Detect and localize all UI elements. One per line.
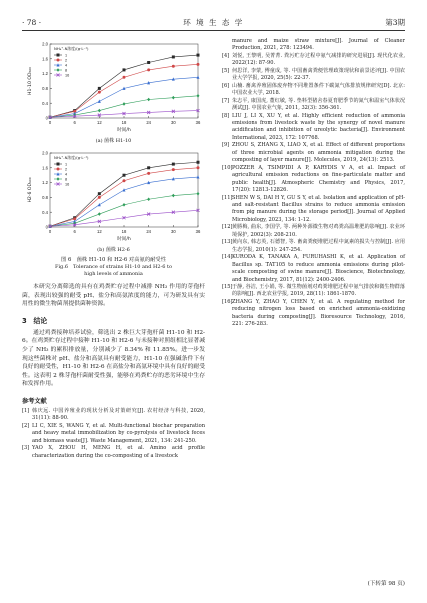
x-tick-label: 12 <box>96 120 102 125</box>
data-point <box>147 172 150 175</box>
legend-entry: 1 <box>65 53 68 58</box>
plot-frame <box>50 44 198 118</box>
reference-number: [4] <box>222 52 230 59</box>
reference-item <box>22 445 205 460</box>
figure-caption-cn: 图 6 菌株 H1-10 和 H2-6 对高氨的耐受性 <box>60 257 167 263</box>
reference-item <box>222 38 405 53</box>
data-point <box>123 179 126 182</box>
data-point <box>98 91 101 94</box>
left-column <box>22 38 205 460</box>
right-column <box>222 38 405 329</box>
reference-item <box>222 83 405 98</box>
reference-number: [13] <box>222 239 233 246</box>
legend-entry: 4 <box>65 63 68 68</box>
data-point <box>98 196 101 199</box>
y-tick-label: 1.2 <box>42 180 48 186</box>
page-number: · 78 · <box>22 18 42 27</box>
reference-number: [11] <box>222 194 233 201</box>
reference-number: [10] <box>222 164 233 171</box>
data-point <box>172 65 175 68</box>
y-axis-label: H2-6 OD₆₀₀ <box>28 177 33 203</box>
issue-number: 第3期 <box>385 18 405 27</box>
data-point <box>57 59 60 62</box>
reference-item <box>22 408 205 423</box>
y-axis-label: H1-10 OD₆₀₀ <box>28 66 33 96</box>
x-tick-label: 6 <box>73 120 76 125</box>
reference-item <box>222 284 405 299</box>
reference-text: 于静, 谷洁, 王小娟, 等. 微生物菌剂对鸡粪堆肥过程中氨气排放和微生物群落的影响[J]. 西北农业学报, 2019, 28(11): 1861-1870. <box>232 283 405 298</box>
chart-b-caption: (b) 菌株 H2-6 <box>97 247 130 253</box>
chart-b-svg <box>22 147 205 245</box>
data-point <box>172 168 175 171</box>
figure-caption-en-1: Fig.6 Tolerance of strains H1-10 and H2-6 to <box>54 264 173 270</box>
series-line <box>50 64 198 117</box>
reference-number: [15] <box>222 283 233 290</box>
reference-item <box>222 142 405 164</box>
data-point <box>123 68 126 71</box>
data-point <box>57 163 60 166</box>
reference-number: [5] <box>222 67 230 74</box>
series-line <box>50 194 198 227</box>
data-point <box>172 96 175 100</box>
legend-entry: 8 <box>65 68 68 73</box>
reference-item <box>222 299 405 329</box>
reference-text: 山楠. 畜禽养殖固体废弃物不同堆置条件下碳氮气体排放规律研究[D]. 北京: 中国农业大学, 2018. <box>232 82 405 97</box>
data-point <box>172 194 175 198</box>
reference-text: KURODA K, TANAKA A, FURUHASHI K, et al. Application of Bacillus sp. TAT105 to reduce ammonia emissions during pilot-scale composting of swine manure[J]. Bioscience, Biotechnology, and Biochemistry, 2017, 81(12): 2400-2406. <box>232 254 405 283</box>
reference-text: 韩庆远. 中国养殖业的现状分析及对策研究[J]. 农村经济与科技, 2020, 31(11): 88-90. <box>32 407 205 422</box>
data-point <box>98 109 101 113</box>
references-right <box>222 38 405 329</box>
reference-item <box>222 239 405 254</box>
reference-text: POZZER A, TSIMPIDI A P, KARYDIS V A, et al. Impact of agricultural emission reductions on fine-particulate matter and public health[J]. Atmospheric Chemistry and Physics, 2017, 17(20): 12813-12826. <box>232 164 405 194</box>
x-tick-label: 6 <box>73 229 76 234</box>
references-title: 参考文献 <box>22 397 47 405</box>
chart-a-caption: (a) 菌株 H1-10 <box>95 138 132 144</box>
data-point <box>57 177 60 181</box>
data-point <box>197 63 200 66</box>
reference-text: 黄勝梅, 曲东, 李国学, 等. 两种外源微生物对鸡粪高温堆肥的影响[J]. 农业环境保护, 2002(3): 208-210. <box>232 224 405 238</box>
x-axis-label: 时间/h <box>117 128 131 133</box>
intro-paragraph: 本研究分离筛选的具有在鸡粪贮存过程中减排 NH₃ 作用的芽孢杆菌，表现出较强的耐受 pH、盐分和高氨浓度的能力，可为研发具有实用性的微生物菌剂提供菌种资源。 <box>22 284 205 308</box>
data-point <box>147 68 150 71</box>
x-tick-label: 12 <box>96 229 102 234</box>
data-point <box>197 161 200 164</box>
data-point <box>57 168 60 171</box>
reference-text: LIU J, LI X, XU Y, et al. Highly efficient reduction of ammonia emissions from livestock waste by the synergy of novel manure acidification and inhibition of ureolytic bacteria[J]. Environment International, 2023, 172: 107768. <box>232 112 405 141</box>
data-point <box>147 98 150 102</box>
y-tick-label: 1.2 <box>42 71 48 77</box>
chart-a-svg <box>22 38 205 136</box>
chart-b <box>22 147 205 253</box>
reference-text: ZHOU S, ZHANG X, LIAO X, et al. Effect of different proportions of three microbial agents on ammonia mitigation during the composting of layer manure[J]. Molecules, 2019, 24(13): 2513. <box>232 142 405 164</box>
reference-item <box>222 98 405 113</box>
reference-number: [12] <box>222 224 233 231</box>
y-tick-label: 1.6 <box>42 56 48 62</box>
series-line <box>50 162 198 226</box>
legend-entry: 1 <box>65 162 68 167</box>
x-tick-label: 36 <box>195 229 201 234</box>
legend-entry: 16 <box>65 182 70 187</box>
reference-item <box>222 195 405 225</box>
reference-number: [1] <box>22 407 30 414</box>
y-tick-label: 0.8 <box>42 86 48 91</box>
data-point <box>197 192 200 196</box>
reference-text: 黄向东, 韩志英, 石德智, 等. 畜禽粪便堆肥过程中氮素的损失与控制[J]. 应用生态学报, 2010(1): 247-254. <box>232 239 405 253</box>
y-tick-label: 0.4 <box>42 100 48 106</box>
reference-text: manure and maize straw mixture[J]. Journal of Cleaner Production, 2021, 278: 123494. <box>232 38 405 52</box>
reference-number: [8] <box>222 112 230 119</box>
reference-text: ZHANG Y, ZHAO Y, CHEN Y, et al. A regulating method for reducing nitrogen loss based on enriched ammonia-oxidizing bacteria during composting[J]. Bioresource Technology, 2016, 221: 276-283. <box>232 298 405 328</box>
data-point <box>172 163 175 166</box>
chart-a <box>22 38 205 144</box>
data-point <box>123 174 126 177</box>
x-tick-label: 0 <box>48 229 52 234</box>
data-point <box>197 94 200 98</box>
x-axis-label: 时间/h <box>117 237 131 242</box>
reference-item <box>222 224 405 239</box>
series-line <box>50 55 198 117</box>
x-tick-label: 18 <box>121 120 127 125</box>
conclusion-paragraph: 通过鸡粪接种培养试验，筛选出 2 株巨大芽孢杆菌 H1-10 和 H2-6。在鸡粪贮存过程中接种 H1-10 和 H2-6 与未接种对照组相比显著减少了 NH₃ 的累积排放量，分别减少了 8.34% 和 11.85%。进一步发现这些菌株对 pH、盐分和高氨具有耐受能力，H1-10 在强碱条件下有良好的耐受性，H1-10 和 H2-6 在高盐分和高氨环境中具有良好的耐受性。这表明 2 株芽孢杆菌耐受性强，能够在鸡粪贮存的恶劣环境中生存和发挥作用。 <box>22 329 205 388</box>
reference-text: YAO X, ZHOU H, MENG H, et al. Amino acid profile characterization during the co-composting of a livestock <box>32 445 205 459</box>
section-title: 3 结论 <box>22 316 48 325</box>
data-point <box>57 54 60 57</box>
reference-text: 何思洋, 李蒙, 傅童成, 等. 中国畜禽粪便管理政策现状和前景述评[J]. 中国农业大学学报, 2020, 25(5): 22-37. <box>232 67 405 82</box>
y-tick-label: 2.0 <box>42 41 48 47</box>
data-point <box>98 212 101 216</box>
y-tick-label: 0.8 <box>42 195 48 200</box>
reference-number: [6] <box>222 82 230 89</box>
y-tick-label: 0 <box>45 224 48 230</box>
data-point <box>123 102 126 106</box>
reference-number: [14] <box>222 254 233 261</box>
reference-text: SHEN W S, DAI H Y, GU S Y, et al. Isolation and application of pH- and salt-resistant Bacillus strains to reduce ammonia emission from pig manure during the storage period[J]. Journal of Applied Microbiology, 2023, 134: 1-12. <box>232 194 405 223</box>
data-point <box>57 68 60 72</box>
continued-note: (下转第 98 页) <box>367 581 405 587</box>
data-point <box>147 61 150 64</box>
y-tick-label: 0.4 <box>42 209 48 215</box>
references-left <box>22 408 205 460</box>
figure-caption-en-2: high levels of ammonia <box>84 270 143 277</box>
legend-entry: 4 <box>65 172 68 177</box>
reference-text: LI C, XIE S, WANG Y, et al. Multi-functional biochar preparation and heavy metal immobilization by co-pyrolysis of livestock feces and biomass waste[J]. Waste Management, 2021, 134: 241-250. <box>32 422 205 444</box>
x-tick-label: 18 <box>121 229 127 234</box>
reference-number: [2] <box>22 422 30 429</box>
legend-title: NH₄⁺-N浓度/(g·L⁻¹) <box>54 155 89 160</box>
reference-number: [16] <box>222 298 233 305</box>
page-header <box>22 16 405 31</box>
data-point <box>197 166 200 169</box>
reference-text: 刘悦, 王黎明, 吴菁菁. 粪污贮存过程中氨气减排的研究进展[J]. 现代化农业, 2022(12): 87-90. <box>232 52 405 67</box>
reference-item <box>222 113 405 143</box>
reference-item <box>22 423 205 445</box>
legend-entry: 16 <box>65 73 70 78</box>
reference-number: [7] <box>222 97 230 104</box>
reference-text: 朱志平, 康国虎, 董红敏, 等. 垫料型猪舍春夏育肥季节的氮气和温室气体状况测试[J]. 中国农业气象, 2011, 32(3): 356-361. <box>232 97 405 112</box>
x-tick-label: 24 <box>146 120 152 125</box>
data-point <box>147 197 150 201</box>
x-tick-label: 30 <box>170 229 176 234</box>
reference-item <box>222 68 405 83</box>
reference-number: [9] <box>222 142 230 149</box>
data-point <box>123 76 126 79</box>
reference-item <box>222 254 405 284</box>
reference-item <box>222 53 405 68</box>
y-tick-label: 2.0 <box>42 150 48 156</box>
legend-entry: 8 <box>65 177 68 182</box>
data-point <box>197 54 200 57</box>
data-point <box>147 166 150 169</box>
y-tick-label: 1.6 <box>42 165 48 171</box>
legend-title: NH₄⁺-N浓度/(g·L⁻¹) <box>54 46 89 51</box>
data-point <box>98 100 101 103</box>
x-tick-label: 30 <box>170 120 176 125</box>
data-point <box>98 203 101 206</box>
x-tick-label: 36 <box>195 120 201 125</box>
y-tick-label: 0 <box>45 115 48 121</box>
journal-name: 环 境 生 态 学 <box>183 18 244 27</box>
data-point <box>98 87 101 90</box>
data-point <box>123 203 126 207</box>
reference-item <box>222 165 405 195</box>
data-point <box>98 192 101 195</box>
x-tick-label: 0 <box>48 120 52 125</box>
data-point <box>172 55 175 58</box>
x-tick-label: 24 <box>146 229 152 234</box>
legend-entry: 2 <box>65 58 68 63</box>
reference-number: [3] <box>22 445 30 452</box>
legend-entry: 2 <box>65 167 68 172</box>
